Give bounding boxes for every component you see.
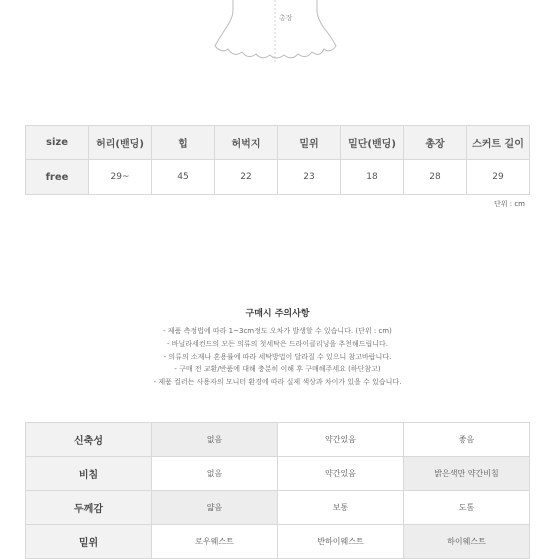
stretch-option: 좋음 <box>404 423 530 457</box>
sheerness-row <box>26 457 530 491</box>
sheerness-option: 밝은색만 약간비침 <box>404 457 530 491</box>
waist-header: 허리(밴딩) <box>89 126 152 160</box>
thickness-label: 두께감 <box>26 491 152 525</box>
hip-value: 45 <box>152 160 215 195</box>
rise-header: 밑위 <box>278 126 341 160</box>
thickness-option: 얇음 <box>152 491 278 525</box>
table-row <box>26 160 530 195</box>
property-table <box>25 422 530 559</box>
size-value: free <box>26 160 89 195</box>
size-table-header-row <box>26 126 530 160</box>
hem-header: 밑단(밴딩) <box>341 126 404 160</box>
waist-value: 29~ <box>89 160 152 195</box>
notice-line: - 구매 전 교환/반품에 대해 충분히 이해 후 구매해주세요 (하단참고) <box>174 365 381 374</box>
rise-label: 밑위 <box>26 525 152 559</box>
length-label: 총장 <box>279 14 293 22</box>
hem-value: 18 <box>341 160 404 195</box>
notice-line: - 제품 컬러는 사용자의 모니터 환경에 따라 실제 색상과 차이가 있을 수 있습니다. <box>153 378 402 387</box>
thigh-header: 허벅지 <box>215 126 278 160</box>
total-length-value: 28 <box>404 160 467 195</box>
stretch-option: 없음 <box>152 423 278 457</box>
hip-header: 힙 <box>152 126 215 160</box>
rise-value: 23 <box>278 160 341 195</box>
notice-line: - 제품 측정법에 따라 1~3cm정도 오차가 발생할 수 있습니다. (단위 : cm) <box>163 327 392 335</box>
size-table <box>25 125 530 195</box>
stretch-option: 약간있음 <box>278 423 404 457</box>
rise-option: 로우웨스트 <box>152 525 278 559</box>
sheerness-option: 없음 <box>152 457 278 491</box>
thickness-option: 보통 <box>278 491 404 525</box>
total-length-header: 총장 <box>404 126 467 160</box>
rise-option: 하이웨스트 <box>404 525 530 559</box>
notice-list <box>0 325 555 389</box>
stretch-row <box>26 423 530 457</box>
notice-title: 구매시 주의사항 <box>245 309 310 319</box>
unit-note: 단위 : cm <box>493 200 525 208</box>
skirt-length-value: 29 <box>467 160 530 195</box>
sheerness-option: 약간있음 <box>278 457 404 491</box>
rise-row <box>26 525 530 559</box>
sheerness-label: 비침 <box>26 457 152 491</box>
skirt-length-header: 스커트 길이 <box>467 126 530 160</box>
rise-option: 반하이웨스트 <box>278 525 404 559</box>
size-header: size <box>26 126 89 160</box>
stretch-label: 신축성 <box>26 423 152 457</box>
thickness-option: 도톰 <box>404 491 530 525</box>
thigh-value: 22 <box>215 160 278 195</box>
garment-diagram <box>200 0 350 80</box>
thickness-row <box>26 491 530 525</box>
notice-line: - 의류의 소재나 혼용률에 따라 세탁방법이 달라질 수 있으니 참고바랍니다. <box>163 352 392 361</box>
notice-line: - 바닐라세컨드의 모든 의류의 첫세탁은 드라이클리닝을 추천해드립니다. <box>167 339 388 348</box>
